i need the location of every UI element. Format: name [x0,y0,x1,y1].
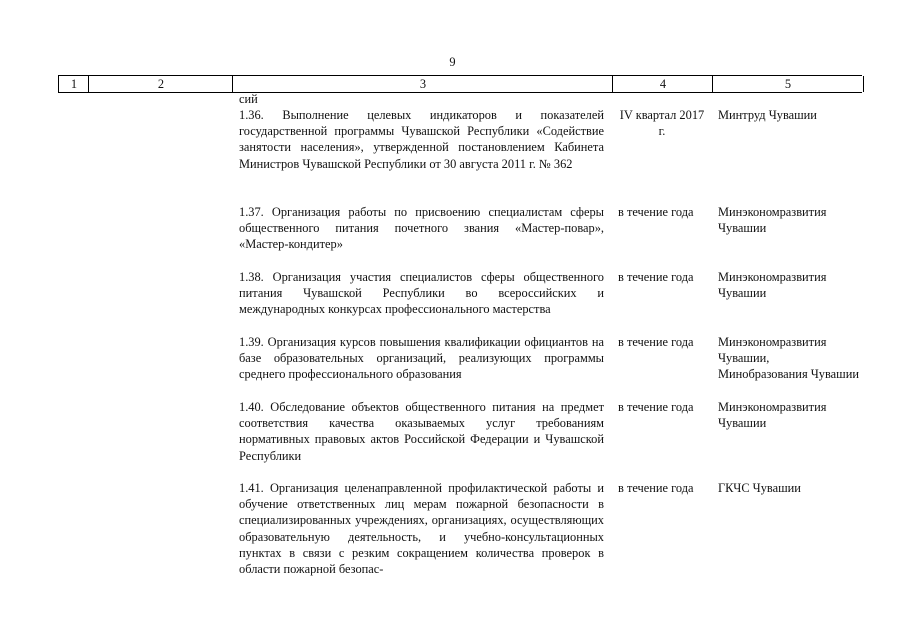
column-4-header: 4 [612,76,713,92]
responsible: Минэкономразвития Чувашии [718,270,827,301]
table-row [0,480,905,580]
deadline: в течение года [618,205,694,219]
deadline: IV квартал 2017 г. [619,108,705,139]
page-number: 9 [449,55,456,69]
table-row [0,334,905,383]
table-body [0,107,905,596]
measure-text: 1.39. Организация курсов повышения квалификации официантов на базе образовательных организаций, реализующих программы среднего профессионального образования [239,335,604,382]
responsible: Минтруд Чувашии [718,108,817,122]
measure-text: 1.40. Обследование объектов общественного питания на предмет соответствия качества оказываемых услуг требованиям нормативных правовых актов Российской Федерации и Чувашской Республики [239,400,604,463]
table-row [0,204,905,253]
measure-text: 1.37. Организация работы по присвоению специалистам сферы общественного питания почетного звания «Мастер-повар», «Мастер-кондитер» [239,205,604,252]
column-3-header: 3 [232,76,613,92]
responsible: ГКЧС Чувашии [718,481,801,495]
responsible: Минэкономразвития Чувашии [718,205,827,236]
column-5-header: 5 [712,76,864,92]
table-row [0,107,905,188]
table-header-row [58,75,862,93]
column-1-header: 1 [58,76,89,92]
responsible: Минэкономразвития Чувашии, Минобразования Чувашии [718,335,859,382]
deadline: в течение года [618,270,694,284]
continued-text: сий [239,92,258,106]
deadline: в течение года [618,400,694,414]
measure-text: 1.41. Организация целенаправленной профилактической работы и обучение ответственных лиц мерам пожарной безопасности в специализированных учреждениях, организациях, осуществляющих образовательную деятельность, и учебно-консультационных пунктах в связи с резким сокращением количества проверок в области пожарной безопас- [239,481,604,577]
deadline: в течение года [618,335,694,349]
deadline: в течение года [618,481,694,495]
column-2-header: 2 [88,76,233,92]
table-row [0,399,905,464]
measure-text: 1.38. Организация участия специалистов сферы общественного питания Чувашской Республики во всероссийских и международных конкурсах профессионального мастерства [239,270,604,317]
table-row [0,269,905,318]
measure-text: 1.36. Выполнение целевых индикаторов и показателей государственной программы Чувашской Республики «Содействие занятости населения», утвержденной постановлением Кабинета Министров Чувашской Республики от 30 августа 2011 г. № 362 [239,108,604,171]
responsible: Минэкономразвития Чувашии [718,400,827,431]
